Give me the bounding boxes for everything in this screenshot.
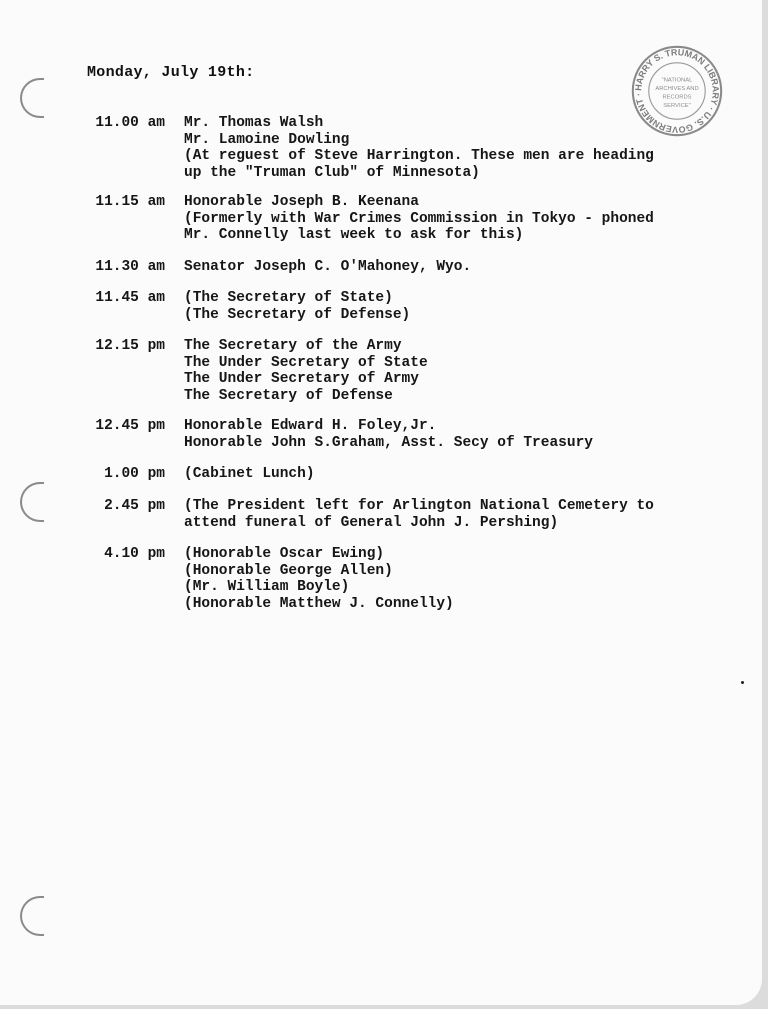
entry-lines: [184, 418, 744, 451]
entry-time: 1.00 pm: [104, 466, 165, 482]
entry-time: 4.10 pm: [104, 546, 165, 562]
day-heading: Monday, July 19th:: [87, 64, 255, 81]
stamp-inner-line: ARCHIVES AND: [655, 86, 699, 93]
entry-line: (Cabinet Lunch): [184, 466, 315, 482]
entry-time: 11.45 am: [95, 290, 165, 306]
entry-line: (The Secretary of State): [184, 290, 393, 306]
entry-time: 11.15 am: [95, 194, 165, 210]
entry-time: 12.15 pm: [95, 338, 165, 354]
entry-line: (At reguest of Steve Harrington. These men are heading: [184, 148, 654, 164]
entry-line: Senator Joseph C. O'Mahoney, Wyo.: [184, 259, 472, 275]
stamp-ring-text: HARRY S. TRUMAN LIBRARY · U.S. GOVERNMENT ·: [633, 47, 721, 135]
entry-line: (The Secretary of Defense): [184, 306, 411, 323]
entry-lines: [184, 290, 744, 323]
entry-line: The Under Secretary of State: [184, 354, 428, 371]
entry-lines: [184, 115, 744, 181]
entry-line: attend funeral of General John J. Pershing): [184, 514, 559, 531]
entry-line: Mr. Lamoine Dowling: [184, 131, 350, 148]
entry-line: (The President left for Arlington National Cemetery to: [184, 498, 654, 514]
entry-line: Honorable Joseph B. Keenana: [184, 194, 419, 210]
stamp-inner-line: RECORDS: [662, 94, 692, 101]
entry-time: 11.30 am: [95, 259, 165, 275]
entry-time: 11.00 am: [95, 115, 165, 131]
entry-line: (Formerly with War Crimes Commission in Tokyo - phoned: [184, 210, 654, 227]
entry-lines: [184, 466, 744, 483]
entry-line: up the "Truman Club" of Minnesota): [184, 164, 480, 181]
entry-lines: [184, 259, 744, 276]
entry-lines: [184, 338, 744, 404]
entry-lines: [184, 498, 744, 531]
stamp-inner-line: "NATIONAL: [661, 77, 693, 84]
entry-line: Honorable John S.Graham, Asst. Secy of Treasury: [184, 434, 593, 451]
entry-time: 2.45 pm: [104, 498, 165, 514]
entry-line: Mr. Thomas Walsh: [184, 115, 324, 131]
entry-line: (Honorable Oscar Ewing): [184, 546, 385, 562]
entry-line: The Under Secretary of Army: [184, 371, 419, 387]
entry-lines: [184, 546, 744, 612]
paper-speck: [741, 681, 744, 684]
entry-line: (Mr. William Boyle): [184, 579, 350, 595]
binder-hole: [20, 78, 44, 118]
entry-line: The Secretary of the Army: [184, 338, 402, 354]
entry-lines: [184, 194, 744, 244]
binder-hole: [20, 896, 44, 936]
entry-line: The Secretary of Defense: [184, 387, 393, 404]
entry-line: (Honorable Matthew J. Connelly): [184, 595, 454, 612]
entry-time: 12.45 pm: [95, 418, 165, 434]
entry-line: Mr. Connelly last week to ask for this): [184, 227, 524, 243]
entry-line: Honorable Edward H. Foley,Jr.: [184, 418, 437, 434]
entry-line: (Honorable George Allen): [184, 562, 393, 579]
stamp-inner-line: SERVICE": [663, 102, 691, 109]
